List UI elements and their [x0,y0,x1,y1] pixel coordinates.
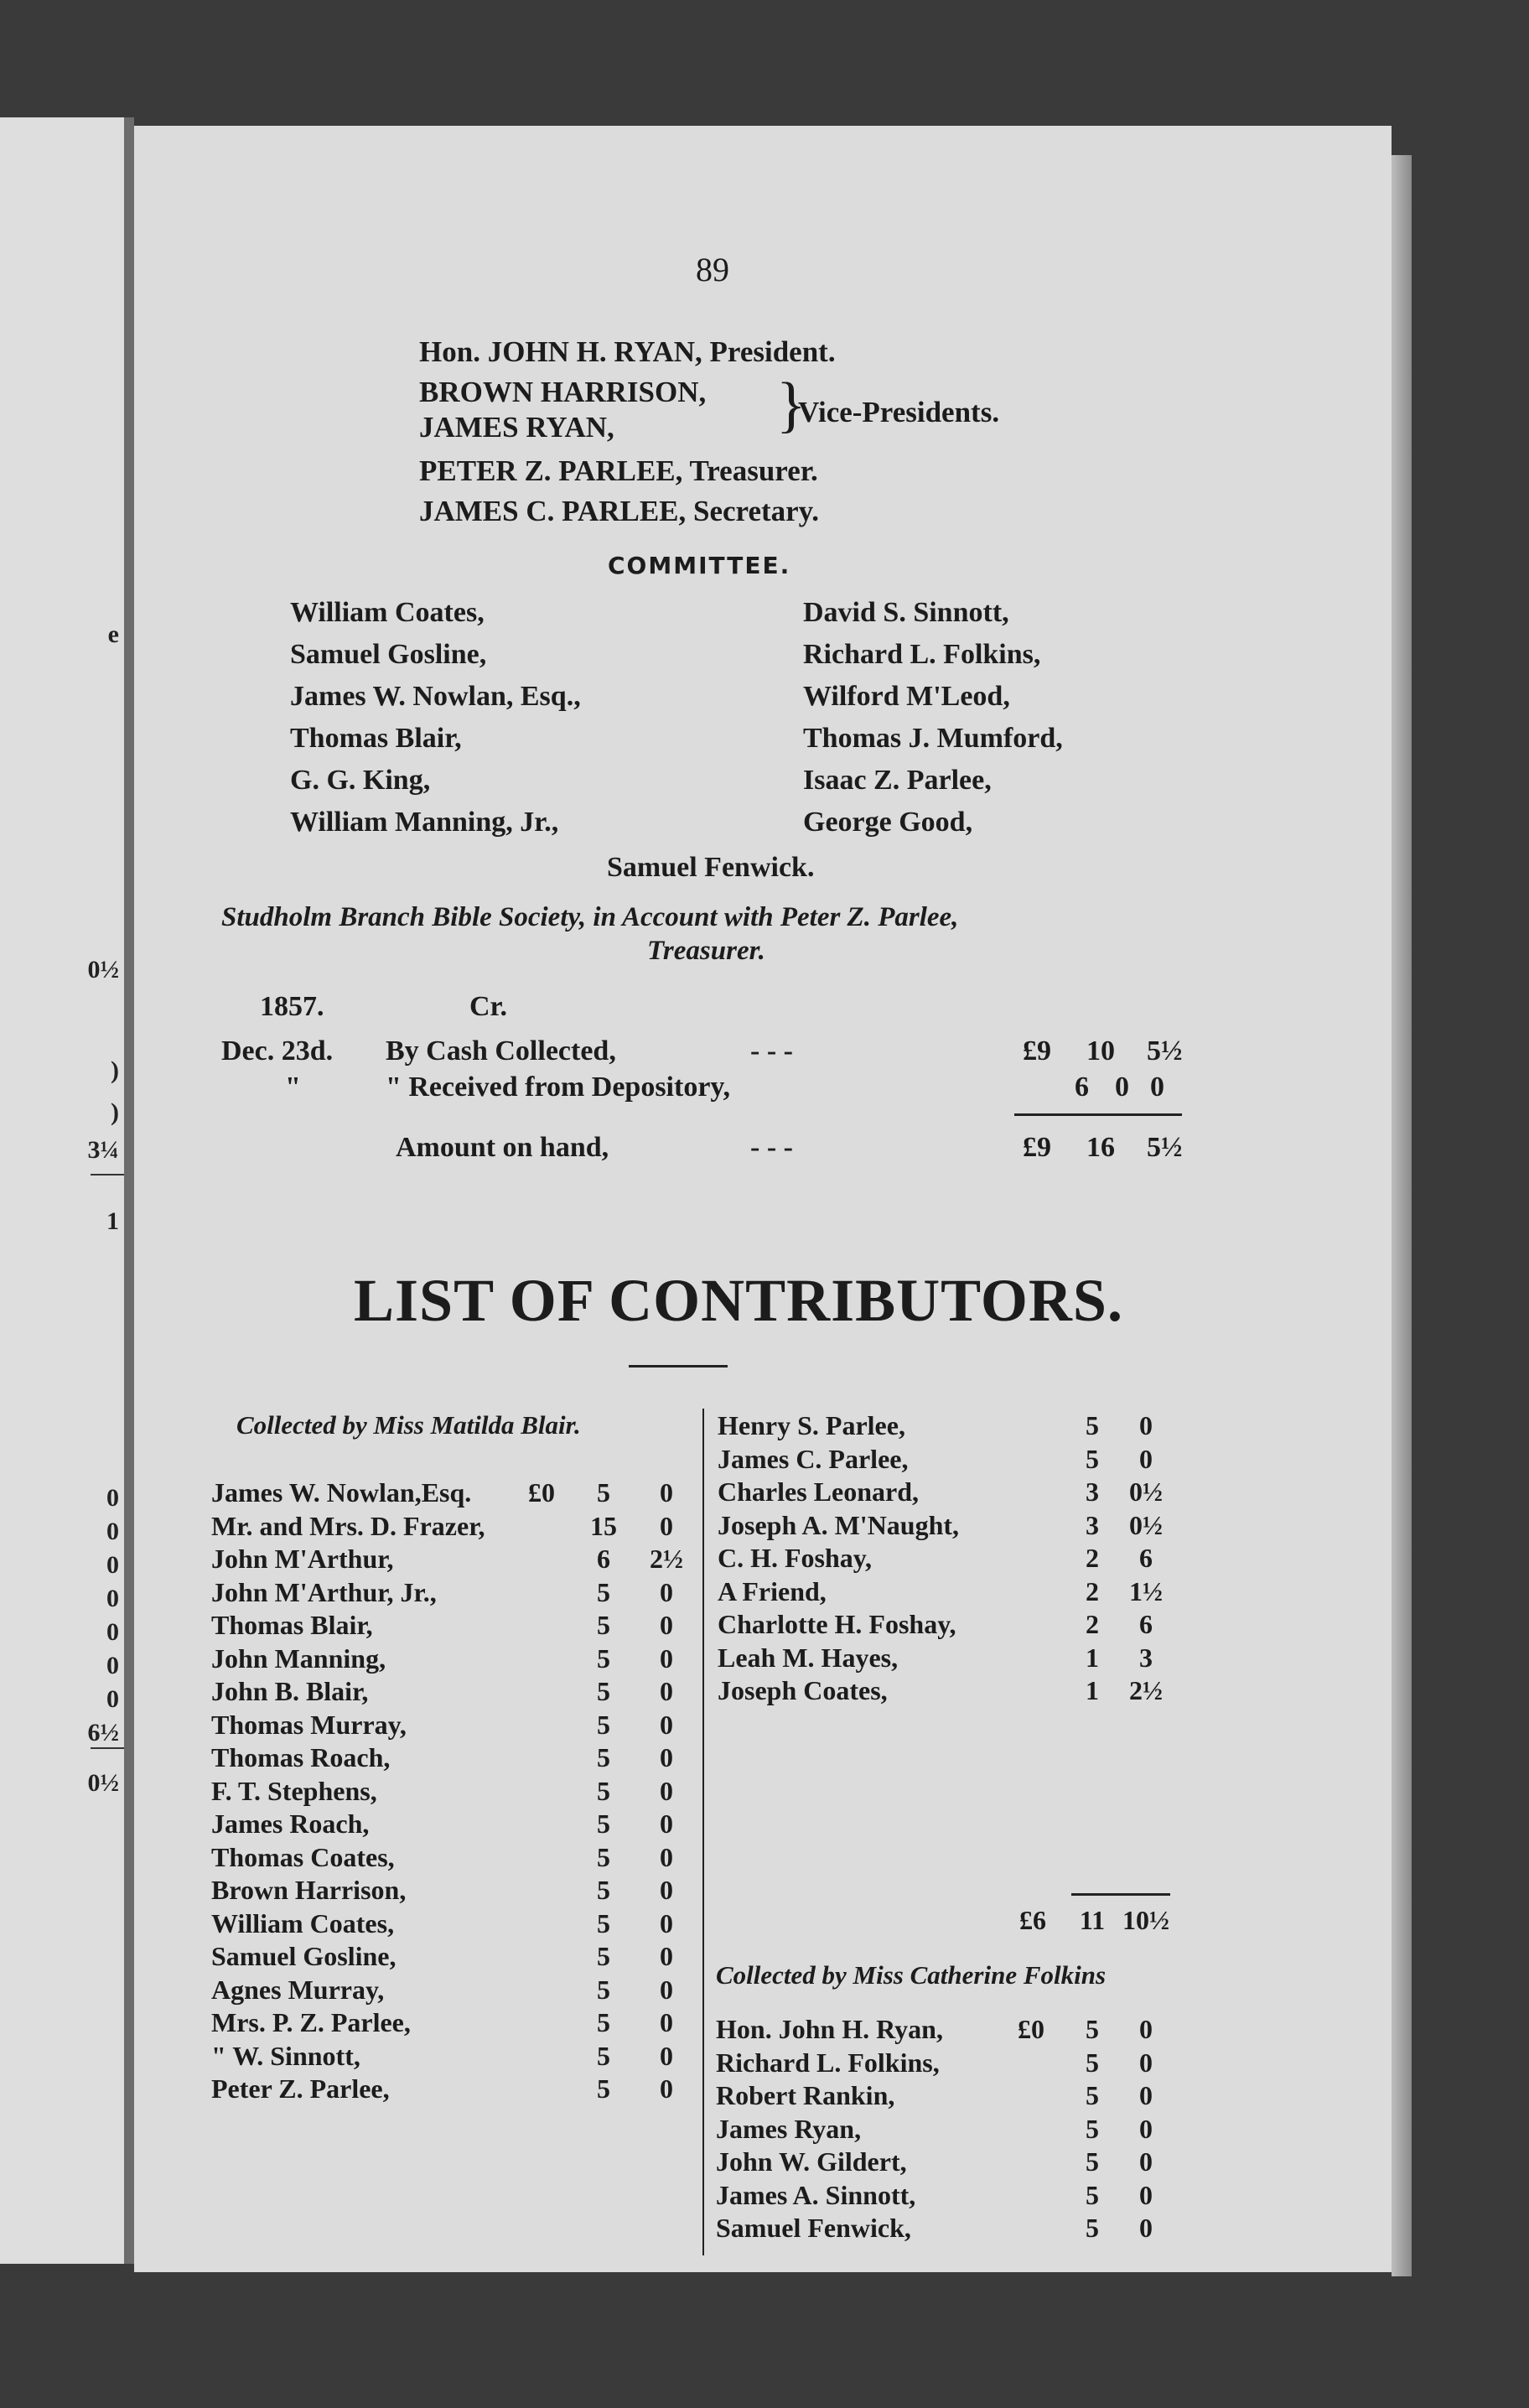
contributor-shillings: 5 [597,1809,610,1839]
facing-page-left [0,117,124,2264]
left-page-rule [91,1747,124,1749]
edge-number: ) [111,1098,119,1126]
contributor-pence: 0½ [1129,1509,1163,1540]
book-page [134,126,1392,2272]
edge-number: 0 [106,1518,119,1545]
contributor-name: Hon. John H. Ryan, [716,2014,943,2044]
contributor-pence: 0 [660,1742,673,1772]
right-collector-heading: Collected by Miss Catherine Folkins [716,1960,1107,1990]
contributor-name: James Roach, [211,1809,370,1839]
edge-number: 0 [106,1652,119,1679]
contributor-pence: 0 [1139,2113,1153,2144]
contributor-shillings: 5 [597,2073,610,2104]
contributor-name: Thomas Roach, [211,1742,391,1772]
edge-number: 0½ [87,1769,119,1797]
committee-member: David S. Sinnott, [803,597,1009,628]
contributor-name: C. H. Foshay, [718,1543,873,1573]
committee-last-member: Samuel Fenwick. [607,852,815,883]
account-total-desc: Amount on hand, [396,1132,609,1163]
contributor-shillings: 5 [1086,2179,1099,2210]
contributor-pence: 0 [660,1775,673,1806]
contributor-pence: 0 [1139,2146,1153,2177]
contributor-pence: 0 [660,1809,673,1839]
contributor-pence: 0 [660,1841,673,1872]
contributor-pence: 0 [660,1941,673,1971]
contributor-name: Joseph A. M'Naught, [718,1509,960,1540]
contributor-pence: 0 [660,1709,673,1740]
contributor-shillings: 5 [1086,2113,1099,2144]
contributor-pence: 0 [660,1875,673,1905]
committee-member: William Manning, Jr., [290,807,559,838]
committee-member: Isaac Z. Parlee, [803,765,992,796]
account-total-shillings: 16 [1086,1132,1115,1163]
account-row-pence: 0 [1150,1072,1164,1103]
committee-member: Richard L. Folkins, [803,639,1041,670]
contributor-name: Samuel Gosline, [211,1941,397,1971]
contributor-shillings: 5 [597,1576,610,1607]
contributor-name: Thomas Murray, [211,1709,407,1740]
contributor-shillings: 5 [597,1610,610,1640]
contributor-name: James W. Nowlan,Esq. [211,1477,472,1508]
vp-name-2: JAMES RYAN, [419,411,614,444]
account-row-shillings: 10 [1086,1035,1115,1066]
contributor-name: Thomas Coates, [211,1841,395,1872]
contributor-pence: 0 [660,1643,673,1674]
account-cr: Cr. [469,991,508,1022]
contributor-shillings: 5 [597,1643,610,1674]
contributor-name: John M'Arthur, Jr., [211,1576,437,1607]
contributor-pence: 0 [660,2007,673,2037]
contributor-name: Robert Rankin, [716,2080,895,2110]
contributor-pence: 0 [660,2073,673,2104]
contributor-shillings: 2 [1086,1609,1099,1639]
book-gutter [124,117,134,2264]
account-total-pounds: £9 [1023,1132,1051,1163]
contributor-name: Peter Z. Parlee, [211,2073,390,2104]
contributor-pence: 3 [1139,1642,1153,1673]
contributor-name: Leah M. Hayes, [718,1642,899,1673]
contributor-name: Mr. and Mrs. D. Frazer, [211,1510,485,1541]
edge-number: 0 [106,1585,119,1612]
contributor-shillings: 5 [597,1742,610,1772]
contributor-pence: 2½ [1129,1675,1163,1705]
contributor-pence: 0 [1139,2213,1153,2243]
account-row-date: Dec. 23d. [221,1035,334,1066]
contributor-shillings: 5 [1086,1443,1099,1474]
contributor-pounds: £0 [528,1477,555,1508]
edge-number: ) [111,1056,119,1084]
edge-number: 0 [106,1484,119,1512]
contributor-shillings: 2 [1086,1575,1099,1606]
contributor-name: Brown Harrison, [211,1875,407,1905]
contributor-shillings: 5 [597,2007,610,2037]
contributor-pence: 0 [1139,1410,1153,1440]
account-row-desc: By Cash Collected, [386,1035,616,1066]
account-row-shillings: 0 [1115,1072,1129,1103]
contributor-name: John Manning, [211,1643,386,1674]
contributor-name: Thomas Blair, [211,1610,373,1640]
subtotal-pounds: £6 [1019,1905,1046,1935]
contributor-name: Charles Leonard, [718,1476,919,1507]
contributor-pence: 0 [660,1974,673,2005]
contributor-shillings: 15 [590,1510,617,1541]
secretary-line: JAMES C. PARLEE, Secretary. [419,495,819,527]
subtotal-shillings: 11 [1079,1905,1106,1935]
contributor-name: James Ryan, [716,2113,862,2144]
contributor-shillings: 5 [1086,2014,1099,2044]
account-row-pounds: 6 [1075,1072,1089,1103]
committee-member: Samuel Gosline, [290,639,487,670]
contributor-shillings: 1 [1086,1642,1099,1673]
edge-number: 0 [106,1551,119,1579]
vp-name-1: BROWN HARRISON, [419,376,707,408]
contributor-pence: 0 [660,1576,673,1607]
contributor-shillings: 1 [1086,1675,1099,1705]
contributor-shillings: 5 [1086,2146,1099,2177]
contributor-pence: 0 [660,1610,673,1640]
contributor-name: Samuel Fenwick, [716,2213,911,2243]
contributor-shillings: 5 [1086,2047,1099,2078]
contributor-name: Agnes Murray, [211,1974,385,2005]
contributor-pence: 0 [1139,2047,1153,2078]
vp-title: Vice-Presidents. [798,396,1000,428]
edge-number: 0 [106,1618,119,1646]
contributor-pence: 1½ [1129,1575,1163,1606]
subtotal-pence: 10½ [1122,1905,1169,1935]
contributor-shillings: 5 [1086,2213,1099,2243]
contributor-shillings: 5 [597,1907,610,1938]
contributor-name: William Coates, [211,1907,395,1938]
contributor-shillings: 5 [597,1875,610,1905]
contributor-pence: 0 [660,2040,673,2071]
contributor-pence: 6 [1139,1609,1153,1639]
account-title-treasurer: Treasurer. [647,936,765,966]
subtotal-rule [1071,1893,1170,1896]
treasurer-line: PETER Z. PARLEE, Treasurer. [419,454,818,487]
edge-number: 1 [106,1207,119,1235]
contributor-name: A Friend, [718,1575,827,1606]
contributor-pence: 0½ [1129,1476,1163,1507]
contributor-shillings: 5 [597,1477,610,1508]
contributor-name: Mrs. P. Z. Parlee, [211,2007,411,2037]
contributor-pence: 0 [1139,2080,1153,2110]
account-total-dashes: - - - [750,1132,793,1163]
account-rule [1014,1113,1182,1116]
contributor-name: Joseph Coates, [718,1675,888,1705]
contributor-name: James C. Parlee, [718,1443,909,1474]
contributor-shillings: 5 [597,1709,610,1740]
committee-member: William Coates, [290,597,485,628]
account-year: 1857. [260,991,324,1022]
contributor-pence: 0 [660,1477,673,1508]
committee-heading: COMMITTEE. [608,552,791,579]
contributors-title: LIST OF CONTRIBUTORS. [354,1267,1123,1334]
contributor-pence: 0 [660,1907,673,1938]
committee-member: George Good, [803,807,973,838]
contributor-name: Richard L. Folkins, [716,2047,940,2078]
contributor-shillings: 2 [1086,1543,1099,1573]
contributor-shillings: 5 [597,1841,610,1872]
contributor-name: John W. Gildert, [716,2146,907,2177]
committee-member: Wilford M'Leod, [803,681,1010,712]
contributor-name: John B. Blair, [211,1676,369,1706]
committee-member: G. G. King, [290,765,431,796]
contributor-shillings: 5 [597,1974,610,2005]
account-row-pounds: £9 [1023,1035,1051,1066]
edge-number: 3¼ [87,1136,119,1164]
contributor-pence: 2½ [650,1544,683,1574]
committee-member: Thomas J. Mumford, [803,723,1063,754]
committee-member: Thomas Blair, [290,723,462,754]
contributor-name: F. T. Stephens, [211,1775,377,1806]
contributor-shillings: 3 [1086,1509,1099,1540]
brace-icon: } [776,371,806,439]
contributor-pounds: £0 [1018,2014,1044,2044]
contributor-name: Henry S. Parlee, [718,1410,905,1440]
left-collector-heading: Collected by Miss Matilda Blair. [236,1410,581,1440]
contributor-pence: 0 [1139,2179,1153,2210]
contributor-shillings: 5 [597,1676,610,1706]
column-divider [702,1409,704,2255]
contributor-name: " W. Sinnott, [211,2040,360,2071]
account-total-pence: 5½ [1147,1132,1183,1163]
contributor-shillings: 5 [1086,1410,1099,1440]
contributor-name: Charlotte H. Foshay, [718,1609,956,1639]
title-rule [629,1365,728,1367]
account-title: Studholm Branch Bible Society, in Account with Peter Z. Parlee, [221,902,959,932]
edge-number: 0 [106,1685,119,1713]
account-row-dashes: - - - [750,1035,793,1066]
edge-number: 6½ [87,1719,119,1746]
contributor-pence: 6 [1139,1543,1153,1573]
contributor-shillings: 5 [1086,2080,1099,2110]
contributor-name: John M'Arthur, [211,1544,394,1574]
left-page-rule [91,1174,124,1175]
contributor-pence: 0 [660,1676,673,1706]
contributor-pence: 0 [1139,2014,1153,2044]
edge-number: e [107,620,119,648]
contributor-shillings: 5 [597,1775,610,1806]
page-edge-shadow [1392,155,1412,2276]
president-line: Hon. JOHN H. RYAN, President. [419,335,836,368]
contributor-shillings: 5 [597,1941,610,1971]
contributor-pence: 0 [1139,1443,1153,1474]
edge-number: 0½ [87,956,119,983]
contributor-pence: 0 [660,1510,673,1541]
contributor-name: James A. Sinnott, [716,2179,916,2210]
account-row-date: " [285,1072,301,1103]
account-row-desc: " Received from Depository, [386,1072,731,1103]
committee-member: James W. Nowlan, Esq., [290,681,581,712]
page-number: 89 [696,251,729,288]
contributor-shillings: 6 [597,1544,610,1574]
contributor-shillings: 5 [597,2040,610,2071]
account-row-pence: 5½ [1147,1035,1183,1066]
contributor-shillings: 3 [1086,1476,1099,1507]
